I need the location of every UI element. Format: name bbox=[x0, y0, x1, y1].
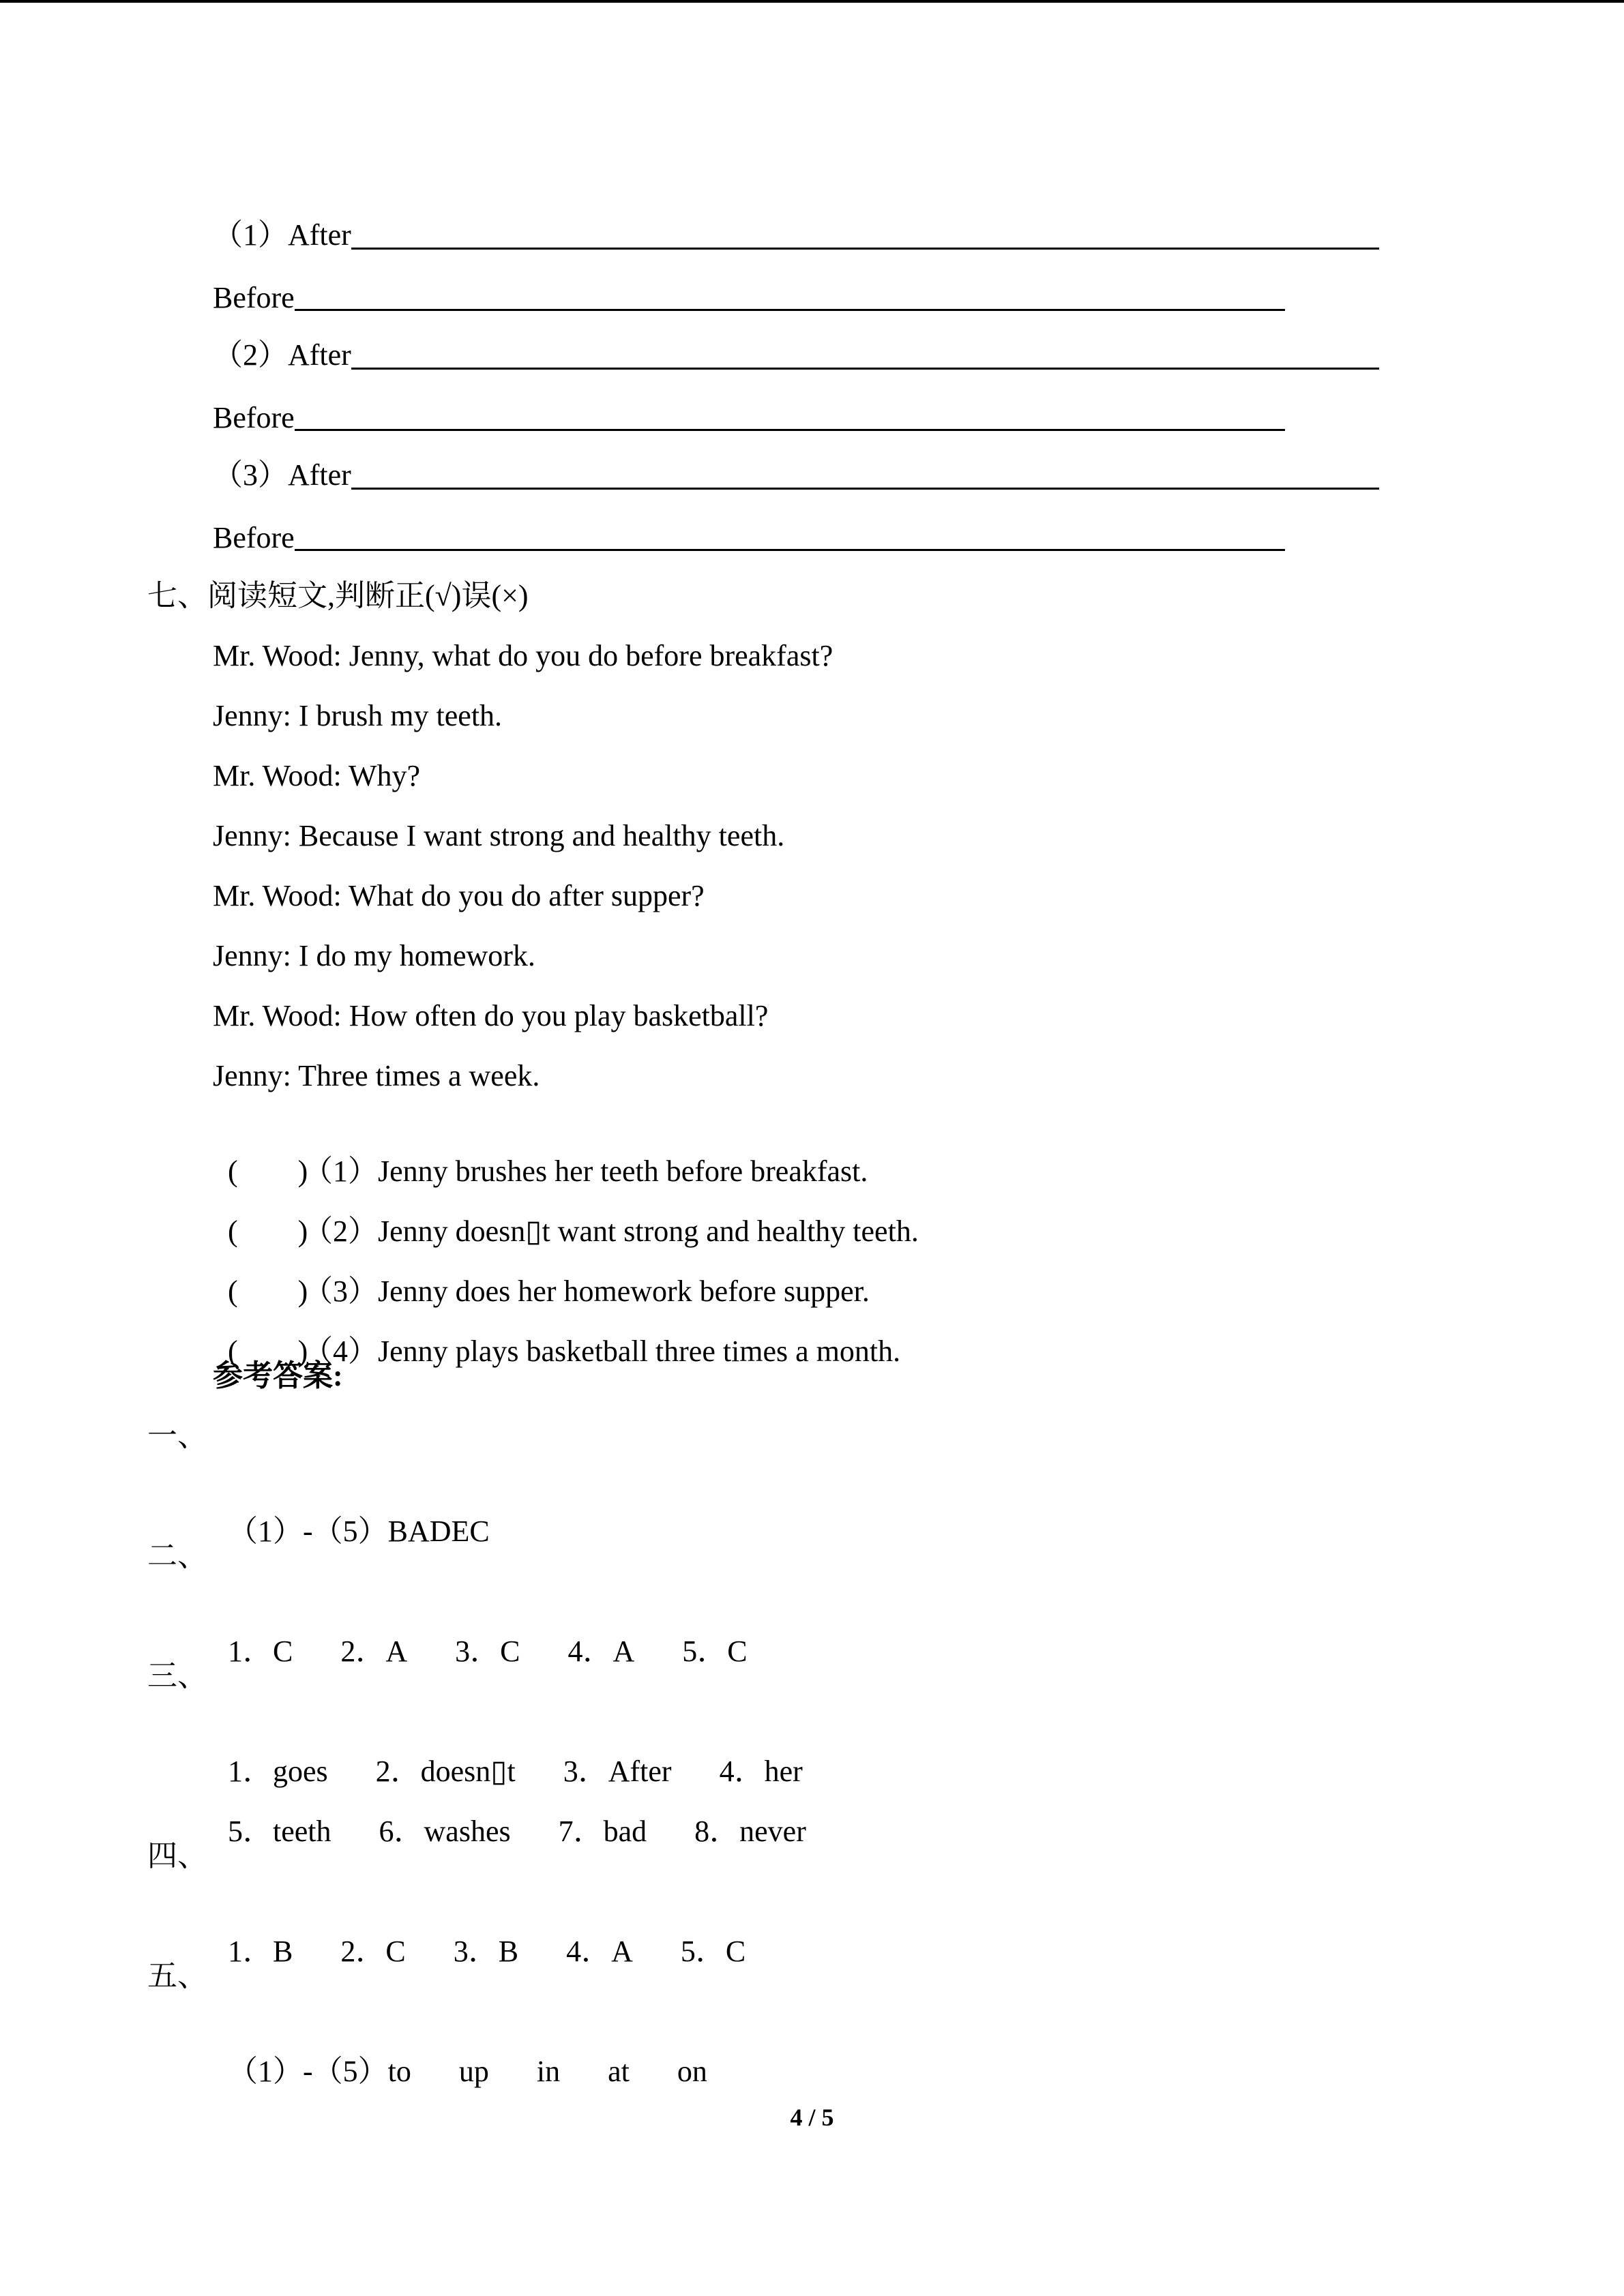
section-heading: 七、阅读短文,判断正(√)误(×) bbox=[147, 579, 529, 612]
answer-item: 2．A bbox=[340, 1635, 408, 1668]
blank-line[interactable] bbox=[295, 402, 1285, 431]
answer-parentheses[interactable]: ( ) bbox=[228, 1214, 308, 1248]
dialogue-line: Jenny: Because I want strong and healthy teeth. bbox=[213, 819, 785, 852]
blank-line[interactable] bbox=[351, 220, 1379, 250]
blank-line[interactable] bbox=[351, 460, 1379, 490]
answer-item: 5．teeth bbox=[228, 1815, 331, 1848]
row-label: （1）After bbox=[213, 218, 351, 252]
dialogue-line: Mr. Wood: How often do you play basketball? bbox=[213, 999, 769, 1032]
answer-item: 3．C bbox=[455, 1635, 520, 1668]
answer-parentheses[interactable]: ( ) bbox=[228, 1154, 308, 1188]
row-label: Before bbox=[213, 521, 295, 554]
answer-blank-row[interactable] bbox=[213, 214, 1379, 254]
answer-item: 4．A bbox=[567, 1635, 635, 1668]
answer-item: 1．C bbox=[228, 1635, 293, 1668]
answer-item: （1）-（5）to bbox=[228, 2055, 411, 2088]
statement-text: （4）Jenny plays basketball three times a month. bbox=[303, 1335, 901, 1368]
answer-line bbox=[213, 1898, 745, 1969]
answer-line bbox=[213, 2018, 707, 2089]
answer-parentheses[interactable]: ( ) bbox=[228, 1274, 308, 1308]
answer-section-number: 五、 bbox=[147, 1959, 207, 1993]
row-label: Before bbox=[213, 401, 295, 434]
answer-section-number: 四、 bbox=[147, 1839, 207, 1873]
answer-item: in bbox=[536, 2055, 561, 2088]
dialogue-line: Jenny: I do my homework. bbox=[213, 939, 535, 972]
blank-line[interactable] bbox=[295, 282, 1285, 311]
answer-section-number: 一、 bbox=[147, 1419, 207, 1452]
answer-item: 2．doesn▯t bbox=[375, 1755, 516, 1788]
statement-text: （1）Jenny brushes her teeth before breakfast. bbox=[303, 1154, 868, 1188]
blank-line[interactable] bbox=[295, 522, 1285, 551]
answer-line bbox=[213, 1778, 806, 1849]
dialogue-line: Jenny: Three times a week. bbox=[213, 1059, 540, 1092]
answer-line bbox=[213, 1598, 748, 1669]
answer-item: up bbox=[458, 2055, 489, 2088]
answer-blank-row[interactable] bbox=[213, 334, 1379, 374]
page-number: 4 / 5 bbox=[790, 2104, 834, 2131]
answer-line bbox=[213, 1478, 490, 1549]
answer-item: on bbox=[677, 2055, 707, 2088]
answer-item: at bbox=[608, 2055, 630, 2088]
statement-text: （3）Jenny does her homework before supper. bbox=[303, 1274, 870, 1308]
answer-item: 3．After bbox=[563, 1755, 672, 1788]
answer-item: 5．C bbox=[682, 1635, 748, 1668]
answer-item: 3．B bbox=[453, 1935, 519, 1968]
answers-title: 参考答案: bbox=[213, 1359, 343, 1392]
answer-item: 6．washes bbox=[379, 1815, 511, 1848]
answer-section-number: 二、 bbox=[147, 1539, 207, 1572]
answer-item: 1．B bbox=[228, 1935, 293, 1968]
answer-section-number: 三、 bbox=[147, 1659, 207, 1693]
answer-blank-row[interactable] bbox=[213, 275, 1285, 315]
row-label: （2）After bbox=[213, 338, 351, 372]
answer-item: （1）-（5）BADEC bbox=[228, 1515, 490, 1548]
answer-item: 4．her bbox=[719, 1755, 803, 1788]
answer-item: 5．C bbox=[680, 1935, 746, 1968]
dialogue-line: Jenny: I brush my teeth. bbox=[213, 699, 503, 732]
answer-item: 8．never bbox=[694, 1815, 806, 1848]
statement-text: （2）Jenny doesn▯t want strong and healthy teeth. bbox=[303, 1214, 919, 1248]
dialogue-line: Mr. Wood: Jenny, what do you do before breakfast? bbox=[213, 639, 833, 672]
dialogue-line: Mr. Wood: Why? bbox=[213, 759, 421, 792]
dialogue-line: Mr. Wood: What do you do after supper? bbox=[213, 879, 705, 912]
answer-blank-row[interactable] bbox=[213, 396, 1285, 435]
answer-parentheses[interactable]: ( ) bbox=[228, 1335, 308, 1368]
answer-blank-row[interactable] bbox=[213, 516, 1285, 555]
row-label: Before bbox=[213, 281, 295, 314]
answer-item: 4．A bbox=[566, 1935, 633, 1968]
blank-line[interactable] bbox=[351, 340, 1379, 370]
top-border bbox=[0, 0, 1624, 3]
answer-item: 1．goes bbox=[228, 1755, 328, 1788]
answer-item: 7．bad bbox=[558, 1815, 647, 1848]
answer-blank-row[interactable] bbox=[213, 454, 1379, 494]
answer-item: 2．C bbox=[340, 1935, 406, 1968]
row-label: （3）After bbox=[213, 458, 351, 492]
